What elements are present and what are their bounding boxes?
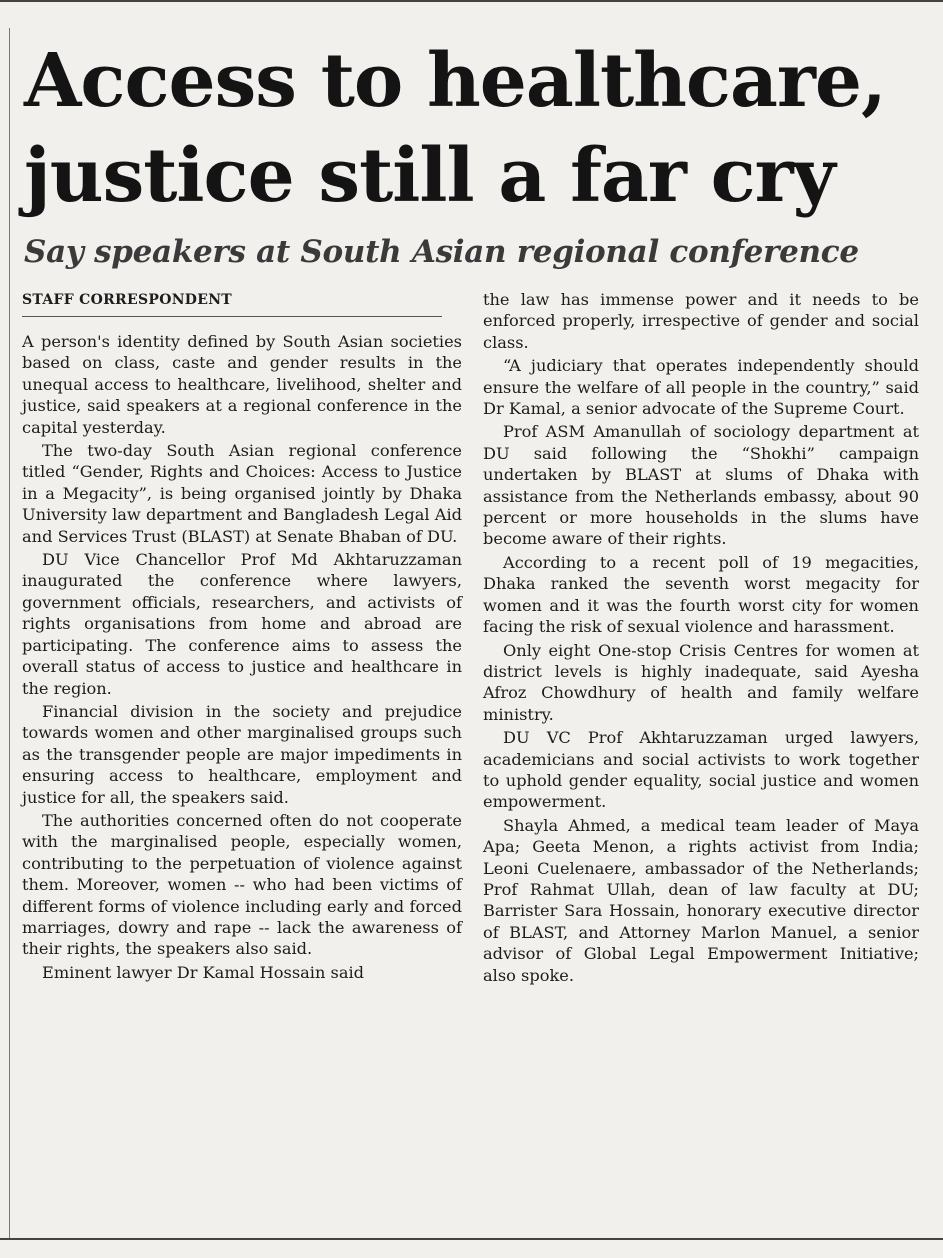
headline: Access to healthcare, justice still a far cry bbox=[24, 38, 886, 219]
paragraph: “A judiciary that operates independently should ensure the welfare of all people in the country,” said Dr Kamal, a senior advocate of the Supreme Court. bbox=[483, 356, 919, 419]
byline: STAFF CORRESPONDENT bbox=[22, 290, 442, 317]
article-column-right bbox=[483, 289, 919, 988]
paragraph: Shayla Ahmed, a medical team leader of Maya Apa; Geeta Menon, a rights activist from India; Leoni Cuelenaere, ambassador of the Netherlands; Prof Rahmat Ullah, dean of law faculty at DU; Barrister Sara Hossain, honorary executive director of BLAST, and Attorney Marlon Manuel, a senior advisor of Global Legal Empowerment Initiative; also spoke. bbox=[483, 815, 919, 985]
paragraph: Eminent lawyer Dr Kamal Hossain said bbox=[42, 962, 365, 982]
subheadline: Say speakers at South Asian regional conference bbox=[24, 234, 859, 270]
paragraph: Financial division in the society and prejudice towards women and other marginalised groups such as the transgender people are major impediments in ensuring access to healthcare, employment and justice for all, the speakers said. bbox=[22, 701, 462, 807]
paragraph: The authorities concerned often do not cooperate with the marginalised people, especially women, contributing to the perpetuation of violence against them. Moreover, women -- who had been victims of different forms of violence including early and forced marriages, dowry and rape -- lack the awareness of their rights, the speakers also said. bbox=[22, 810, 462, 959]
left-border-rule bbox=[9, 28, 10, 1238]
bottom-border-rule bbox=[0, 1238, 943, 1240]
paragraph: The two-day South Asian regional conference titled “Gender, Rights and Choices: Access to Justice in a Megacity”, is being organised jointly by Dhaka University law department and Bangladesh Legal Aid and Services Trust (BLAST) at Senate Bhaban of DU. bbox=[22, 441, 462, 546]
article-column-left bbox=[22, 290, 462, 985]
paragraph: Prof ASM Amanullah of sociology department at DU said following the “Shokhi” campaign undertaken by BLAST at slums of Dhaka with assistance from the Netherlands embassy, about 90 percent or more households in the slums have become aware of their rights. bbox=[483, 422, 919, 549]
paragraph: A person's identity defined by South Asian societies based on class, caste and gender results in the unequal access to healthcare, livelihood, shelter and justice, said speakers at a regional conference in the capital yesterday. bbox=[22, 332, 462, 437]
paragraph: According to a recent poll of 19 megacities, Dhaka ranked the seventh worst megacity for women and it was the fourth worst city for women facing the risk of sexual violence and harassment. bbox=[483, 552, 919, 637]
paragraph: Only eight One-stop Crisis Centres for women at district levels is highly inadequate, said Ayesha Afroz Chowdhury of health and family welfare ministry. bbox=[483, 640, 919, 724]
paragraph: DU Vice Chancellor Prof Md Akhtaruzzaman inaugurated the conference where lawyers, government officials, researchers, and activists of rights organisations from home and abroad are participating. The conference aims to assess the overall status of access to justice and healthcare in the region. bbox=[22, 550, 462, 698]
paragraph: DU VC Prof Akhtaruzzaman urged lawyers, academicians and social activists to work together to uphold gender equality, social justice and women empowerment. bbox=[483, 728, 919, 812]
paragraph: the law has immense power and it needs to be enforced properly, irrespective of gender and social class. bbox=[483, 290, 919, 352]
